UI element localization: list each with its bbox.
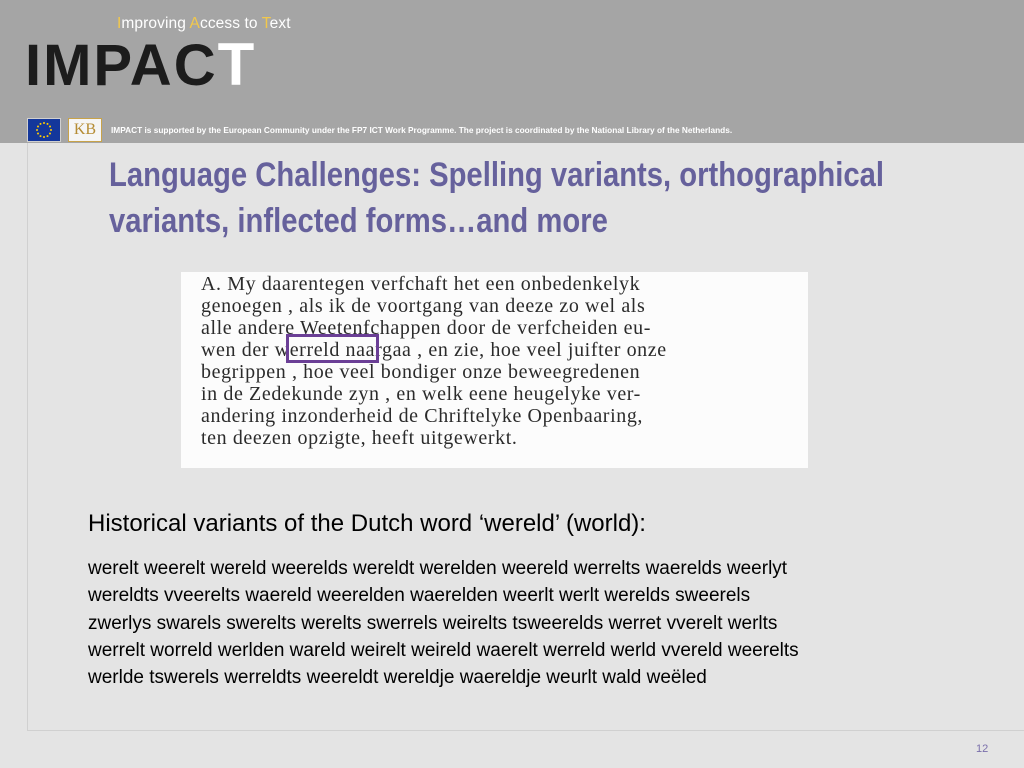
variant-line: zwerlys swarels swerelts werelts swerrels weirelts tsweerelds werret vverelt werlts bbox=[88, 612, 778, 634]
variant-line: werlde tswerels werreldts weereldt wereldje waereldje weurlt wald weëled bbox=[88, 667, 707, 689]
scan-line: wen der werreld naargaa , en zie, hoe veel juifter onze bbox=[201, 339, 667, 361]
variant-line: wereldts vveerelts waereld weerelden waerelden weerlt werlt werelds sweerels bbox=[88, 585, 751, 607]
tagline-word-improving: mproving bbox=[121, 15, 190, 32]
logo-wordmark bbox=[25, 31, 257, 98]
scanned-text-image bbox=[181, 272, 808, 468]
slide-title-line-1: Language Challenges: Spelling variants, orthographical bbox=[109, 156, 885, 194]
slide-title-line-2: variants, inflected forms…and more bbox=[109, 202, 608, 240]
eu-stars-icon bbox=[28, 119, 60, 141]
scan-line: in de Zedekunde zyn , en welk eene heugelyke ver- bbox=[201, 383, 641, 405]
page-number: 12 bbox=[976, 743, 989, 755]
tagline-initial-i: I bbox=[117, 15, 122, 32]
tagline-word-access: ccess to bbox=[199, 15, 262, 32]
scan-line: A. My daarentegen verfchaft het een onbedenkelyk bbox=[201, 273, 641, 295]
impact-logo bbox=[25, 12, 297, 98]
scan-line: genoegen , als ik de voortgang van deeze zo wel als bbox=[201, 295, 646, 317]
scan-line: ten deezen opzigte, heeft uitgewerkt. bbox=[201, 427, 518, 449]
variants-list bbox=[88, 555, 988, 691]
logo-wordmark-main: IMPAC bbox=[25, 33, 218, 98]
highlight-box-werreld bbox=[286, 334, 379, 363]
logo-wordmark-tail: T bbox=[217, 31, 257, 98]
variant-line: werrelt worreld werlden wareld weirelt weireld waerelt werreld werld vvereld weerelts bbox=[88, 639, 799, 661]
scan-line: andering inzonderheid de Chriftelyke Openbaaring, bbox=[201, 405, 644, 427]
scan-line: begrippen , hoe veel bondiger onze beweegredenen bbox=[201, 361, 641, 383]
tagline-initial-t: T bbox=[261, 15, 270, 32]
variant-line: werelt weerelt wereld weerelds wereldt werelden weereld werrelts waerelds weerlyt bbox=[88, 558, 788, 579]
logo-tagline bbox=[117, 15, 291, 33]
kb-logo: KB bbox=[68, 118, 102, 142]
scan-line: alle andere Weetenfchappen door de verfcheiden eu- bbox=[201, 317, 652, 339]
eu-flag-icon bbox=[27, 118, 61, 142]
support-notice: IMPACT is supported by the European Community under the FP7 ICT Work Programme. The project is coordinated by the National Library of the Netherlands. bbox=[111, 125, 733, 135]
tagline-initial-a: A bbox=[189, 15, 200, 32]
tagline-word-text: ext bbox=[269, 15, 291, 32]
variants-heading: Historical variants of the Dutch word ‘wereld’ (world): bbox=[88, 510, 646, 537]
slide-title bbox=[109, 152, 885, 244]
